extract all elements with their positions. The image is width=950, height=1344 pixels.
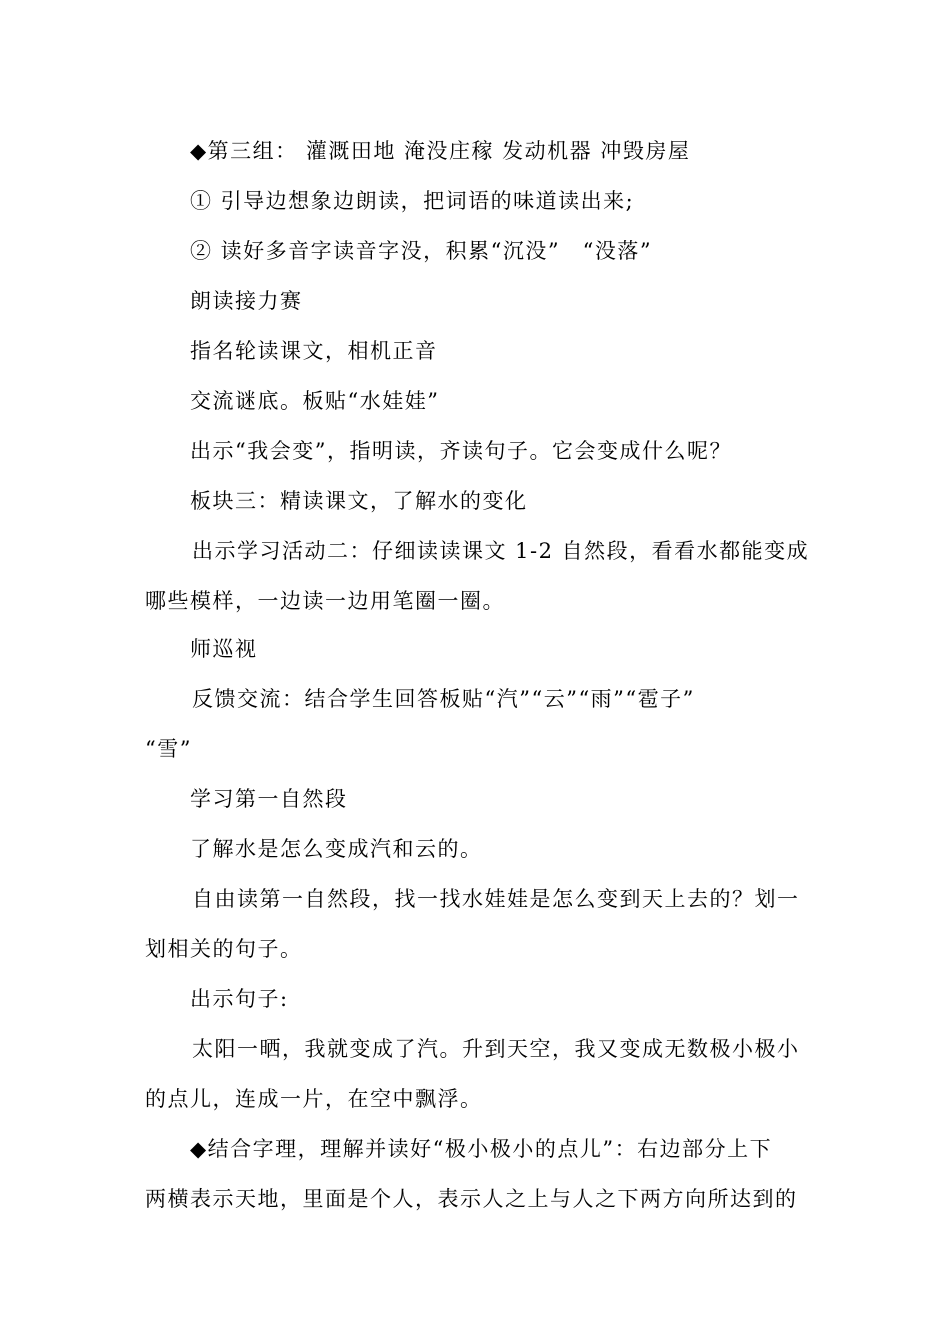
text-line-sentence-cont: 的点儿，连成一片，在空中飘浮。	[145, 1087, 483, 1111]
text-line-paragraph-one: 学习第一自然段	[190, 787, 348, 811]
text-line-free-reading: 自由读第一自然段，找一找水娃娃是怎么变到天上去的？划一	[192, 887, 800, 911]
text-line-activity-two-cont: 哪些模样，一边读一边用笔圈一圈。	[145, 589, 505, 613]
text-line-character-logic: ◆结合字理，理解并读好“极小极小的点儿”：右边部分上下	[190, 1137, 773, 1161]
text-line-teacher-patrol: 师巡视	[190, 637, 258, 661]
text-line-understand: 了解水是怎么变成汽和云的。	[190, 837, 483, 861]
text-line-polyphonic: ② 读好多音字读音字没，积累“沉没” “没落”	[190, 239, 653, 263]
text-line-sentence: 太阳一晒，我就变成了汽。升到天空，我又变成无数极小极小	[192, 1037, 800, 1061]
text-line-show-sentence: 出示句子:	[190, 987, 289, 1011]
text-line-free-reading-cont: 划相关的句子。	[145, 937, 303, 961]
text-line-riddle-answer: 交流谜底。板贴“水娃娃”	[190, 389, 440, 413]
text-line-section-three: 板块三：精读课文，了解水的变化	[190, 489, 528, 513]
text-line-i-can-change: 出示“我会变”，指明读，齐读句子。它会变成什么呢？	[190, 439, 732, 463]
text-line-character-logic-cont: 两横表示天地，里面是个人，表示人之上与人之下两方向所达到的	[145, 1187, 798, 1211]
text-line-relay: 朗读接力赛	[190, 289, 303, 313]
text-line-activity-two: 出示学习活动二：仔细读读课文 1-2 自然段，看看水都能变成	[192, 539, 810, 563]
text-line-take-turns: 指名轮读课文，相机正音	[190, 339, 438, 363]
text-line-group-three: ◆第三组： 灌溉田地 淹没庄稼 发动机器 冲毁房屋	[190, 139, 691, 163]
text-line-feedback-cont: “雪”	[145, 737, 192, 761]
text-line-feedback: 反馈交流：结合学生回答板贴“汽”“云”“雨”“雹子”	[192, 687, 695, 711]
text-line-guide-reading: ① 引导边想象边朗读，把词语的味道读出来;	[190, 189, 635, 213]
